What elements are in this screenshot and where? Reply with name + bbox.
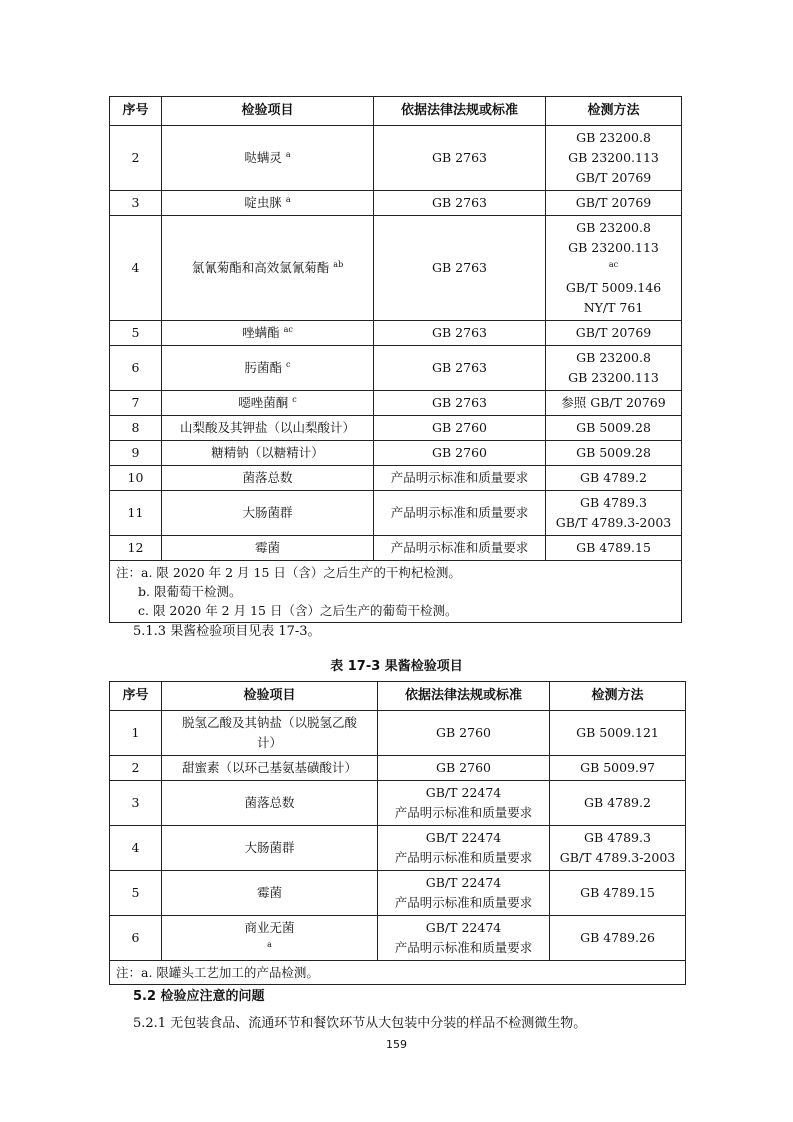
table-body <box>110 126 682 561</box>
method-text: GB 23200.113 <box>568 370 659 385</box>
table-17-3 <box>109 681 686 985</box>
item-text: 糖精钠（以糖精计） <box>211 445 324 460</box>
cell-method <box>546 441 682 466</box>
cell-item <box>162 466 374 491</box>
cell-no: 7 <box>110 391 162 416</box>
cell-no: 6 <box>110 346 162 391</box>
note-b: b. 限葡萄干检测。 <box>138 584 242 599</box>
standard-line: GB/T 22474 <box>425 875 502 890</box>
cell-standard: GB 2763 <box>374 346 546 391</box>
method-line <box>549 148 678 168</box>
item-text: 啶虫脒 <box>244 195 282 210</box>
table-row <box>110 191 682 216</box>
table-row <box>110 216 682 321</box>
notes-row <box>110 961 686 985</box>
standard-line: GB/T 22474 <box>425 785 502 800</box>
cell-method <box>546 491 682 536</box>
cell-standard: GB 2760 <box>374 441 546 466</box>
item-line <box>165 883 374 903</box>
method-line <box>549 298 678 318</box>
method-line: GB 4789.3 <box>584 830 651 845</box>
cell-item <box>162 321 374 346</box>
method-text: GB 4789.3 <box>580 495 647 510</box>
cell-method <box>550 826 686 871</box>
item-text: 大肠菌群 <box>244 840 295 855</box>
cell-method <box>546 391 682 416</box>
table-row <box>110 441 682 466</box>
cell-no: 3 <box>110 781 162 826</box>
header-standard: 依据法律法规或标准 <box>378 682 550 711</box>
standard-line: 产品明示标准和质量要求 <box>394 895 533 910</box>
item-footnote-mark: ab <box>333 259 344 269</box>
header-no: 序号 <box>110 97 162 126</box>
cell-standard: 产品明示标准和质量要求 <box>374 466 546 491</box>
method-text: GB 5009.28 <box>576 445 651 460</box>
method-line: GB/T 4789.3-2003 <box>559 850 676 865</box>
cell-standard <box>378 711 550 756</box>
item-line <box>165 758 374 778</box>
table-body <box>110 711 686 961</box>
method-line <box>549 278 678 298</box>
item-text: 甜蜜素（以环己基氨基磺酸计） <box>181 760 357 775</box>
note-a: 注：a. 限罐头工艺加工的产品检测。 <box>116 965 319 980</box>
item-text: 肟菌酯 <box>244 360 283 375</box>
item-text: 计） <box>256 735 282 750</box>
cell-standard: 产品明示标准和质量要求 <box>374 536 546 561</box>
note-a: 注：a. 限 2020 年 2 月 15 日（含）之后生产的干枸杞检测。 <box>116 565 461 580</box>
cell-item <box>162 916 378 961</box>
cell-item <box>162 781 378 826</box>
cell-method <box>546 126 682 191</box>
table-row <box>110 711 686 756</box>
method-line <box>549 468 678 488</box>
method-line <box>549 513 678 533</box>
table-row <box>110 826 686 871</box>
cell-method <box>546 466 682 491</box>
item-line <box>165 793 374 813</box>
cell-item <box>162 491 374 536</box>
table-row <box>110 756 686 781</box>
cell-item <box>162 441 374 466</box>
item-text: 大肠菌群 <box>242 505 293 520</box>
item-text: 菌落总数 <box>244 795 295 810</box>
item-text: 哒螨灵 <box>244 150 282 165</box>
cell-item <box>162 536 374 561</box>
cell-item <box>162 756 378 781</box>
table-row <box>110 536 682 561</box>
standard-line: GB/T 22474 <box>425 920 502 935</box>
standard-line: 产品明示标准和质量要求 <box>394 850 533 865</box>
item-text: 霉菌 <box>256 885 282 900</box>
standard-line: GB 2760 <box>436 760 491 775</box>
item-text: 商业无菌 <box>244 920 295 935</box>
method-line <box>549 323 678 343</box>
cell-method <box>546 536 682 561</box>
paragraph-5-2-1: 5.2.1 无包装食品、流通环节和餐饮环节从大包装中分装的样品不检测微生物。 <box>133 1016 587 1031</box>
table-row <box>110 491 682 536</box>
cell-standard: GB 2763 <box>374 391 546 416</box>
item-footnote-mark: c <box>292 394 297 404</box>
table-row <box>110 916 686 961</box>
standard-line: 产品明示标准和质量要求 <box>394 940 533 955</box>
item-footnote-mark: a <box>285 149 291 159</box>
table-caption-17-3: 表 17-3 果酱检验项目 <box>330 659 463 674</box>
item-text: 噁唑菌酮 <box>238 395 289 410</box>
table-row <box>110 781 686 826</box>
method-line <box>549 128 678 148</box>
item-text: 唑螨酯 <box>242 325 280 340</box>
method-line: GB 5009.97 <box>580 760 655 775</box>
cell-no: 2 <box>110 126 162 191</box>
method-text: GB 23200.8 <box>576 220 651 235</box>
header-item: 检验项目 <box>162 97 374 126</box>
method-text: GB 4789.2 <box>580 470 647 485</box>
cell-no: 11 <box>110 491 162 536</box>
cell-standard <box>378 826 550 871</box>
method-text: GB 23200.8 <box>576 350 651 365</box>
cell-method <box>546 346 682 391</box>
cell-method <box>550 756 686 781</box>
standard-line: 产品明示标准和质量要求 <box>394 805 533 820</box>
table-row <box>110 416 682 441</box>
table-header-row <box>110 97 682 126</box>
cell-no: 10 <box>110 466 162 491</box>
method-line <box>549 418 678 438</box>
method-text: GB 23200.113 <box>568 240 659 255</box>
table-notes <box>110 561 682 623</box>
cell-item <box>162 126 374 191</box>
table-row <box>110 126 682 191</box>
cell-method <box>546 416 682 441</box>
method-text: GB/T 20769 <box>575 170 652 185</box>
method-line <box>549 193 678 213</box>
method-line <box>549 538 678 558</box>
cell-no: 6 <box>110 916 162 961</box>
method-line <box>549 218 678 238</box>
cell-no: 8 <box>110 416 162 441</box>
cell-item <box>162 826 378 871</box>
method-line <box>549 368 678 388</box>
cell-method <box>550 711 686 756</box>
section-heading-5-2: 5.2 检验应注意的问题 <box>133 989 265 1004</box>
table-17-2 <box>109 96 682 623</box>
cell-item <box>162 216 374 321</box>
method-text: GB/T 4789.3-2003 <box>555 515 672 530</box>
table-row <box>110 321 682 346</box>
cell-standard: GB 2763 <box>374 191 546 216</box>
cell-standard <box>378 916 550 961</box>
item-line <box>165 713 374 733</box>
method-text: GB/T 20769 <box>575 325 652 340</box>
cell-item <box>162 191 374 216</box>
cell-item <box>162 711 378 756</box>
cell-standard: GB 2763 <box>374 216 546 321</box>
cell-standard: GB 2763 <box>374 321 546 346</box>
header-item: 检验项目 <box>162 682 378 711</box>
cell-standard: GB 2760 <box>374 416 546 441</box>
item-footnote-mark: ac <box>283 324 293 334</box>
cell-no: 1 <box>110 711 162 756</box>
method-text: GB 5009.28 <box>576 420 651 435</box>
item-text: 脱氢乙酸及其钠盐（以脱氢乙酸 <box>181 715 357 730</box>
cell-method <box>546 216 682 321</box>
cell-standard <box>378 871 550 916</box>
item-text: 氯氰菊酯和高效氯氰菊酯 <box>191 260 330 275</box>
header-method: 检测方法 <box>546 97 682 126</box>
cell-standard <box>378 781 550 826</box>
cell-no: 4 <box>110 216 162 321</box>
method-line <box>549 238 678 278</box>
cell-no: 5 <box>110 871 162 916</box>
item-line <box>165 918 374 958</box>
method-text: GB/T 5009.146 <box>565 280 662 295</box>
method-line: GB 5009.121 <box>576 725 659 740</box>
item-text: 霉菌 <box>254 540 280 555</box>
standard-line: GB 2760 <box>436 725 491 740</box>
item-footnote-mark: c <box>286 359 291 369</box>
cell-standard: GB 2763 <box>374 126 546 191</box>
method-footnote-mark: ac <box>608 259 619 269</box>
header-standard: 依据法律法规或标准 <box>374 97 546 126</box>
table-row <box>110 871 686 916</box>
cell-no: 3 <box>110 191 162 216</box>
item-footnote-mark: a <box>267 939 272 949</box>
item-text: 山梨酸及其钾盐（以山梨酸计） <box>179 420 355 435</box>
standard-line: GB/T 22474 <box>425 830 502 845</box>
method-line: GB 4789.26 <box>580 930 655 945</box>
header-no: 序号 <box>110 682 162 711</box>
cell-method <box>550 781 686 826</box>
cell-no: 5 <box>110 321 162 346</box>
header-method: 检测方法 <box>550 682 686 711</box>
method-line <box>549 393 678 413</box>
item-line <box>165 838 374 858</box>
item-line <box>165 733 374 753</box>
table-row <box>110 466 682 491</box>
item-text: 菌落总数 <box>242 470 293 485</box>
method-line <box>549 168 678 188</box>
notes-row <box>110 561 682 623</box>
method-line: GB 4789.15 <box>580 885 655 900</box>
cell-no: 9 <box>110 441 162 466</box>
method-line <box>549 443 678 463</box>
method-text: GB 23200.8 <box>576 130 651 145</box>
item-footnote-mark: a <box>285 194 291 204</box>
method-line <box>549 348 678 368</box>
cell-item <box>162 346 374 391</box>
cell-no: 4 <box>110 826 162 871</box>
cell-item <box>162 871 378 916</box>
cell-standard <box>378 756 550 781</box>
table-row <box>110 346 682 391</box>
method-line <box>549 493 678 513</box>
method-line: GB 4789.2 <box>584 795 651 810</box>
cell-standard: 产品明示标准和质量要求 <box>374 491 546 536</box>
paragraph-5-1-3: 5.1.3 果酱检验项目见表 17-3。 <box>133 624 321 639</box>
cell-item <box>162 416 374 441</box>
table-row <box>110 391 682 416</box>
cell-no: 12 <box>110 536 162 561</box>
table-notes <box>110 961 686 985</box>
table-header-row <box>110 682 686 711</box>
cell-method <box>546 191 682 216</box>
method-text: NY/T 761 <box>583 300 644 315</box>
cell-method <box>546 321 682 346</box>
method-text: GB 4789.15 <box>576 540 651 555</box>
method-text: 参照 GB/T 20769 <box>561 395 666 410</box>
cell-item <box>162 391 374 416</box>
cell-no: 2 <box>110 756 162 781</box>
method-text: GB/T 20769 <box>575 195 652 210</box>
page-number: 159 <box>386 1038 407 1051</box>
note-c: c. 限 2020 年 2 月 15 日（含）之后生产的葡萄干检测。 <box>138 603 458 618</box>
method-text: GB 23200.113 <box>568 150 659 165</box>
cell-method <box>550 871 686 916</box>
cell-method <box>550 916 686 961</box>
